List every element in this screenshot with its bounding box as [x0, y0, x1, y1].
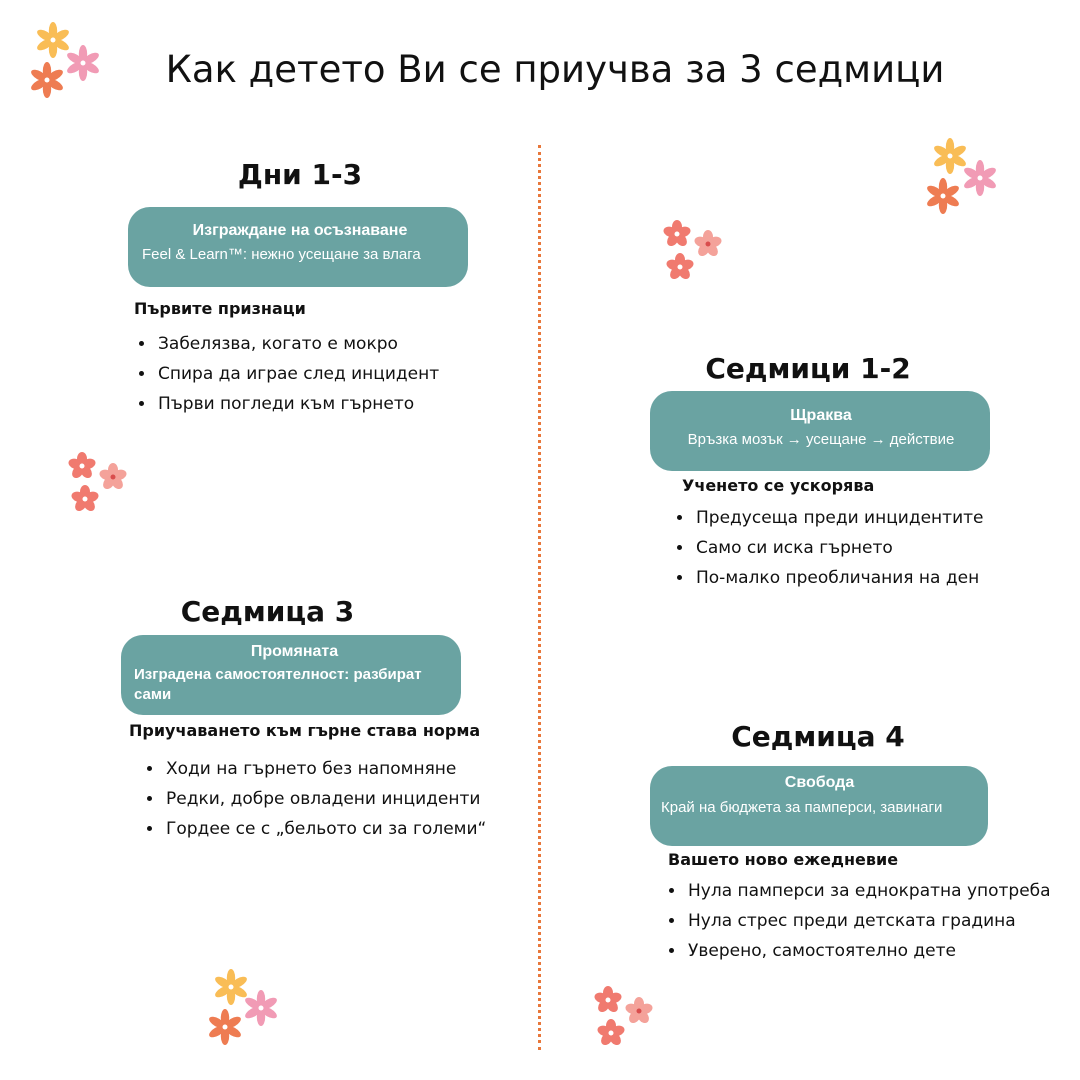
learning-list [672, 503, 1080, 593]
section-title-learning-speeds-up: Ученето се ускорява [682, 476, 875, 495]
list-item: • Нула памперси за еднократна употреба [686, 876, 1076, 906]
flower-cluster-icon [60, 444, 140, 524]
section-title-first-signs: Първите признаци [134, 299, 306, 318]
timeline-divider [538, 145, 541, 1050]
list-item: • Предусеща преди инцидентите [694, 503, 1080, 533]
stage-pill-freedom [650, 766, 988, 846]
section-title-norm: Приучаването към гърне става норма [129, 721, 481, 740]
stage-pill-click [650, 391, 990, 471]
list-item: • Гордее се с „бельото си за големи“ [164, 814, 544, 844]
list-item: • Забелязва, когато е мокро [156, 329, 536, 359]
section-title-new-routine: Вашето ново ежедневие [668, 850, 899, 869]
first-signs-list [134, 329, 536, 419]
list-item: • Първи погледи към гърнето [156, 389, 536, 419]
list-item: • Уверено, самостоятелно дете [686, 936, 1076, 966]
page-title: Как детето Ви се приучва за 3 седмици [165, 48, 945, 91]
flower-cluster-icon [655, 212, 735, 292]
pill-subtitle: Връзка мозък → усещане → действие [687, 431, 955, 448]
pill-subtitle: Край на бюджета за памперси, завинаги [661, 799, 943, 816]
new-routine-list [664, 876, 1076, 966]
stage-heading-week-4: Седмица 4 [731, 720, 905, 753]
list-item: • Нула стрес преди детската градина [686, 906, 1076, 936]
flower-cluster-icon [196, 962, 286, 1052]
list-item: • По-малко преобличания на ден [694, 563, 1080, 593]
pill-title: Щраква [790, 407, 852, 424]
norm-list [142, 754, 544, 844]
flower-cluster-icon [586, 978, 666, 1058]
flower-cluster-icon [918, 130, 1008, 220]
flower-cluster-icon [20, 15, 110, 105]
pill-subtitle: Изградена самостоятелност: разбират сами [134, 666, 422, 703]
list-item: • Ходи на гърнето без напомняне [164, 754, 544, 784]
stage-heading-week-3: Седмица 3 [180, 595, 355, 628]
stage-heading-days-1-3: Дни 1-3 [237, 158, 363, 191]
pill-title: Изграждане на осъзнаване [192, 222, 408, 239]
pill-title: Промяната [250, 643, 339, 660]
pill-title: Свобода [784, 774, 855, 791]
list-item: • Спира да играе след инцидент [156, 359, 536, 389]
stage-pill-change [121, 635, 461, 715]
list-item: • Само си иска гърнето [694, 533, 1080, 563]
stage-heading-weeks-1-2: Седмици 1-2 [705, 352, 911, 385]
pill-subtitle: Feel & Learn™: нежно усещане за влага [142, 246, 421, 263]
list-item: • Редки, добре овладени инциденти [164, 784, 544, 814]
stage-pill-awareness [128, 207, 468, 287]
